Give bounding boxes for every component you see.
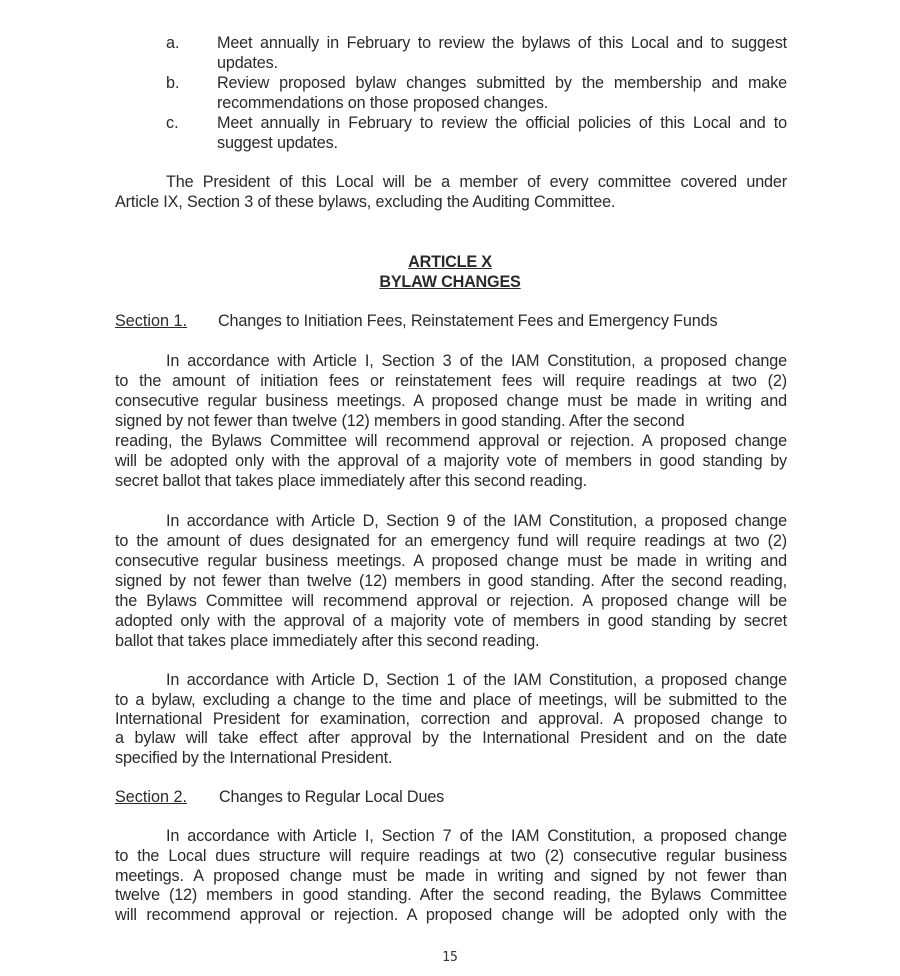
article-number-heading: ARTICLE X — [408, 253, 492, 271]
paragraph-line: Article IX, Section 3 of these bylaws, excluding the Auditing Committee. — [115, 193, 616, 211]
paragraph-line: to the amount of initiation fees or reinstatement fees will require readings at two (2) — [115, 372, 787, 390]
paragraph-line: consecutive regular business meetings. A proposed change must be made in writing and — [115, 552, 787, 570]
paragraph-line: In accordance with Article I, Section 7 of the IAM Constitution, a proposed change — [166, 827, 787, 845]
paragraph-line: secret ballot that takes place immediately after this second reading. — [115, 472, 587, 490]
list-item-c-line-1: Meet annually in February to review the official policies of this Local and to — [217, 114, 787, 132]
paragraph-line: signed by not fewer than twelve (12) members in good standing. After the second — [115, 412, 685, 430]
paragraph-line: twelve (12) members in good standing. After the second reading, the Bylaws Committee — [115, 886, 787, 904]
section-2-title: Changes to Regular Local Dues — [219, 788, 445, 806]
page-number: 15 — [442, 950, 458, 965]
paragraph-line: ballot that takes place immediately after this second reading. — [115, 632, 540, 650]
section-2-label: Section 2. — [115, 788, 187, 806]
paragraph-line: a bylaw will take effect after approval by the International President and on the date — [115, 729, 787, 747]
paragraph-line: will recommend approval or rejection. A proposed change will be adopted only with the — [115, 906, 787, 924]
paragraph-line: to the Local dues structure will require readings at two (2) consecutive regular business — [115, 847, 787, 865]
list-item-a-line-1: Meet annually in February to review the bylaws of this Local and to suggest — [217, 34, 787, 52]
paragraph-line: In accordance with Article I, Section 3 of the IAM Constitution, a proposed change — [166, 352, 787, 370]
list-marker-a: a. — [166, 34, 180, 52]
paragraph-line: signed by not fewer than twelve (12) members in good standing. After the second reading, — [115, 572, 787, 590]
article-title-heading: BYLAW CHANGES — [379, 273, 521, 291]
paragraph-line: consecutive regular business meetings. A proposed change must be made in writing and — [115, 392, 787, 410]
paragraph-line: specified by the International President. — [115, 749, 393, 767]
paragraph-line: adopted only with the approval of a majority vote of members in good standing by secret — [115, 612, 787, 630]
paragraph-line: meetings. A proposed change must be made in writing and signed by not fewer than — [115, 867, 787, 885]
list-item-a-line-2: updates. — [217, 54, 278, 72]
paragraph-line: reading, the Bylaws Committee will recommend approval or rejection. A proposed change — [115, 432, 787, 450]
paragraph-line: In accordance with Article D, Section 1 of the IAM Constitution, a proposed change — [166, 671, 787, 689]
list-item-c-line-2: suggest updates. — [217, 134, 338, 152]
list-marker-b: b. — [166, 74, 180, 92]
paragraph-line: to the amount of dues designated for an emergency fund will require readings at two (2) — [115, 532, 787, 550]
section-1-label: Section 1. — [115, 312, 187, 330]
paragraph-line: the Bylaws Committee will recommend approval or rejection. A proposed change will be — [115, 592, 787, 610]
paragraph-line: The President of this Local will be a member of every committee covered under — [166, 173, 787, 191]
list-item-b-line-2: recommendations on those proposed changes. — [217, 94, 549, 112]
section-1-title: Changes to Initiation Fees, Reinstatement Fees and Emergency Funds — [218, 312, 718, 330]
list-marker-c: c. — [166, 114, 179, 132]
paragraph-line: will be adopted only with the approval of a majority vote of members in good standing by — [115, 452, 787, 470]
paragraph-line: International President for examination, correction and approval. A proposed change to — [115, 710, 787, 728]
paragraph-line: to a bylaw, excluding a change to the time and place of meetings, will be submitted to the — [115, 691, 787, 709]
list-item-b-line-1: Review proposed bylaw changes submitted by the membership and make — [217, 74, 787, 92]
paragraph-line: In accordance with Article D, Section 9 of the IAM Constitution, a proposed change — [166, 512, 787, 530]
